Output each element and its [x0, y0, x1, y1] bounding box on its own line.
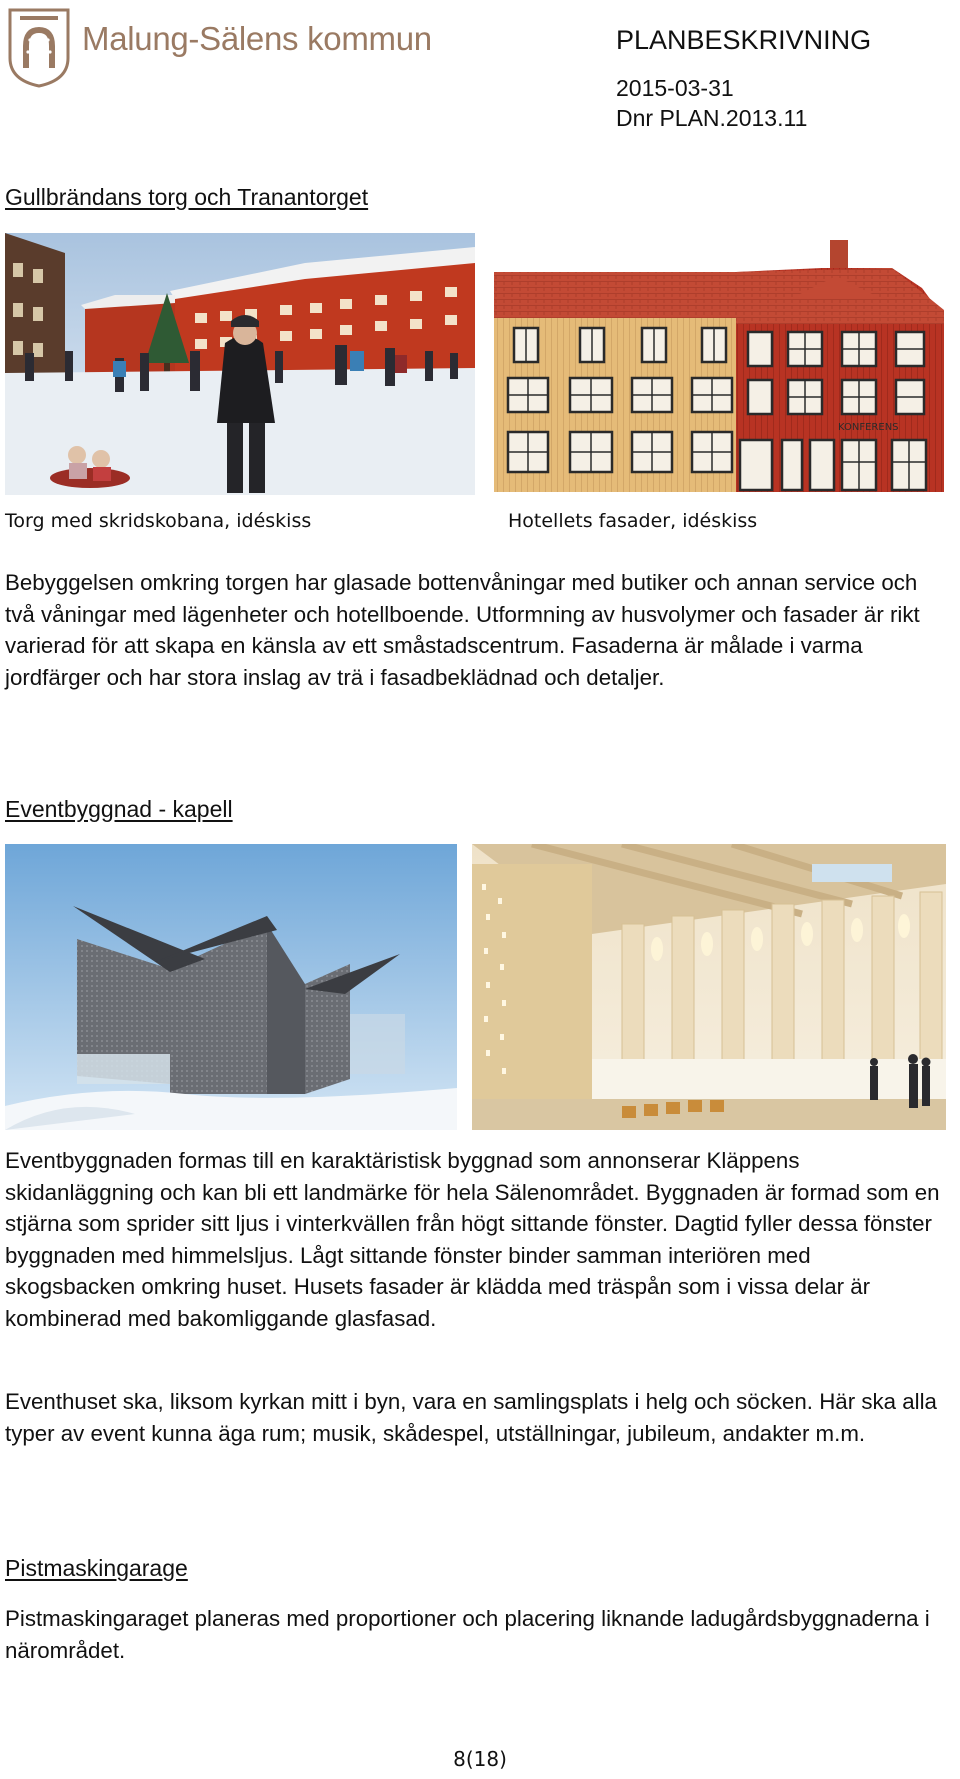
event-building-exterior-image: [5, 844, 457, 1130]
document-reference: Dnr PLAN.2013.11: [616, 105, 808, 131]
hotel-sign: KONFERENS: [838, 422, 899, 433]
document-date: 2015-03-31: [616, 75, 734, 101]
paragraph-torg: Bebyggelsen omkring torgen har glasade bottenvåningar med butiker och annan service och två våningar med lägenheter och hotellboende. Utformning av husvolymer och fasader är rikt varierad för att skapa en känsla av ett småstadscentrum. Fasaderna är målade i varma jordfärger och har stora inslag av trä i fasadbeklädnad och detaljer.: [5, 570, 920, 690]
skating-square-sketch: [5, 233, 475, 495]
municipality-logo-icon: [6, 6, 72, 88]
page-number: 8(18): [453, 1747, 507, 1771]
paragraph-pistmaskin: Pistmaskingaraget planeras med proportioner och placering liknande ladugårdsbyggnaderna i närområdet.: [5, 1606, 930, 1663]
hotel-facade-sketch: [492, 240, 956, 492]
paragraph-event-1: Eventbyggnaden formas till en karaktäristisk byggnad som annonserar Kläppens skidanläggning och kan bli ett landmärke för hela Sälenområdet. Byggnaden är formad som en stjärna som sprider sitt ljus i vinterkvällen från högt sittande fönster. Dagtid fyller dessa fönster byggnaden med himmelsljus. Lågt sittande fönster binder samman interiören med skogsbacken omkring huset. Husets fasader är klädda med träspån som i vissa delar är kombinerad med bakomliggande glasfasad.: [5, 1148, 940, 1331]
section-heading-torg: Gullbrändans torg och Tranantorget: [5, 184, 369, 210]
document-type: PLANBESKRIVNING: [616, 25, 872, 55]
section-heading-pistmaskin: Pistmaskingarage: [5, 1555, 188, 1581]
caption-skating-square: Torg med skridskobana, idéskiss: [5, 510, 312, 532]
event-building-interior-image: [472, 844, 946, 1130]
caption-hotel-facades: Hotellets fasader, idéskiss: [508, 510, 758, 532]
municipality-name: Malung-Sälens kommun: [82, 20, 432, 57]
paragraph-event-2: Eventhuset ska, liksom kyrkan mitt i byn, vara en samlingsplats i helg och söcken. Här ska alla typer av event kunna äga rum; musik, skådespel, utställningar, jubileum, andakter m.m.: [5, 1389, 937, 1446]
section-heading-event: Eventbyggnad - kapell: [5, 796, 233, 822]
